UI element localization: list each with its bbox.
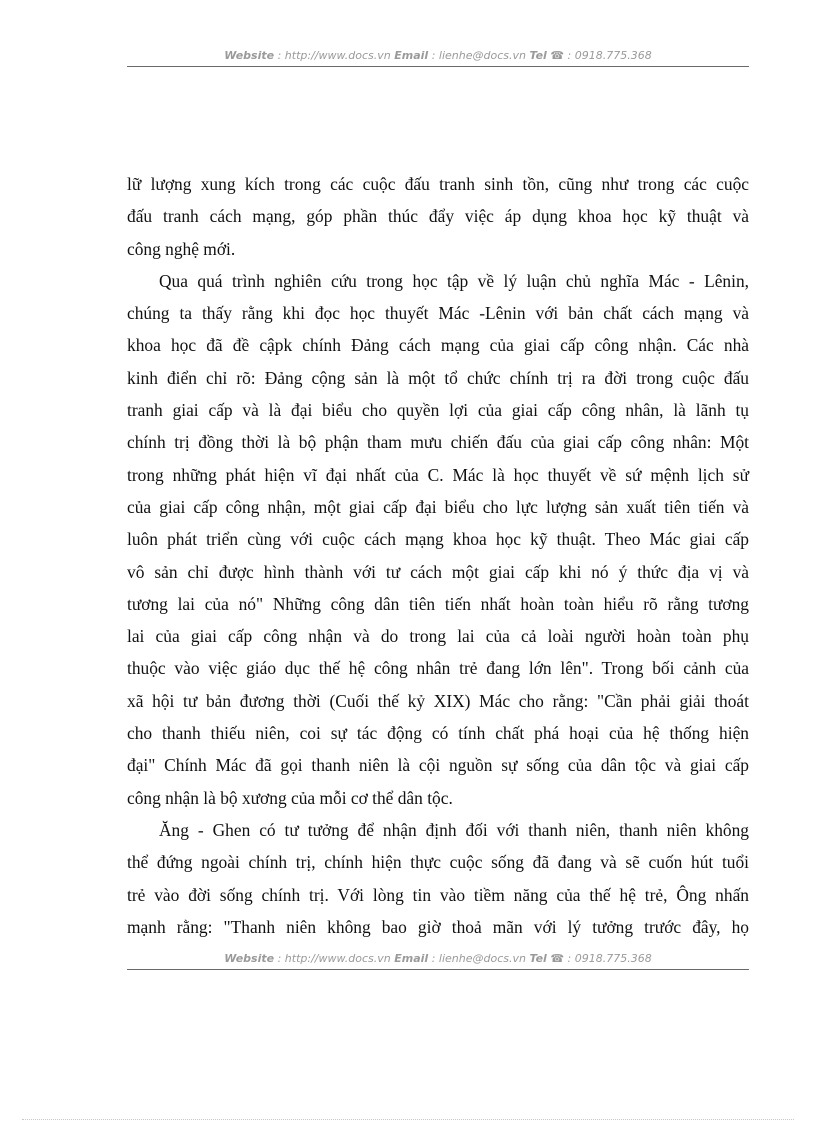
text-line: của giai cấp công nhận, một giai cấp đại biểu cho lực lượng sản xuất tiên tiến và [127, 496, 749, 517]
page-bottom-border [22, 1119, 794, 1120]
footer-tel-label: Tel [529, 952, 547, 965]
header-tel-value: : 0918.775.368 [564, 49, 652, 62]
text-line: chúng ta thấy rằng khi đọc học thuyết Mác -Lênin với bản chất cách mạng và [127, 303, 749, 324]
document-body [127, 168, 749, 943]
page-footer [127, 952, 749, 966]
text-line: lữ lượng xung kích trong các cuộc đấu tranh sinh tồn, cũng như trong các cuộc [127, 174, 749, 194]
footer-email-label: Email [394, 952, 429, 965]
page-header [127, 49, 749, 63]
text-line: xã hội tư bản đương thời (Cuối thế kỷ XIX) Mác cho rằng: "Cần phải giải thoát [127, 690, 749, 711]
text-line: khoa học đã đề cậpk chính Đảng cách mạng của giai cấp công nhận. Các nhà [127, 335, 749, 356]
text-line: Qua quá trình nghiên cứu trong học tập về lý luận chủ nghĩa Mác - Lênin, [159, 270, 749, 291]
header-website-value: : http://www.docs.vn [274, 49, 395, 62]
phone-icon: ☎ [550, 952, 565, 965]
text-line: mạnh rằng: "Thanh niên không bao giờ thoả mãn với lý tưởng trước đây, họ [127, 916, 749, 937]
phone-icon: ☎ [550, 49, 565, 62]
header-divider [127, 66, 749, 67]
text-line: trong những phát hiện vĩ đại nhất của C. Mác là học thuyết về sứ mệnh lịch sử [127, 464, 749, 485]
text-line: công nhận là bộ xương của mỗi cơ thể dân tộc. [127, 787, 453, 808]
text-line: luôn phát triển cùng với cuộc cách mạng khoa học kỹ thuật. Theo Mác giai cấp [127, 529, 749, 550]
text-line: đấu tranh cách mạng, góp phần thúc đẩy việc áp dụng khoa học kỹ thuật và [127, 206, 749, 227]
text-line: thể đứng ngoài chính trị, chính hiện thực cuộc sống đã đang và sẽ cuốn hút tuổi [127, 852, 749, 873]
text-line: tranh giai cấp và là đại biểu cho quyền lợi của giai cấp công nhân, là lãnh tụ [127, 400, 749, 421]
text-line: cho thanh thiếu niên, coi sự tác động có tính chất phá hoại của hệ thống hiện [127, 723, 749, 744]
footer-email-value: : lienhe@docs.vn [428, 952, 530, 965]
text-line: đại" Chính Mác đã gọi thanh niên là cội nguồn sự sống của dân tộc và giai cấp [127, 755, 749, 776]
text-line: tương lai của nó" Những công dân tiên tiến nhất hoàn toàn hiểu rõ rằng tương [127, 593, 749, 614]
header-email-value: : lienhe@docs.vn [428, 49, 530, 62]
header-email-label: Email [394, 49, 429, 62]
text-line: vô sản chỉ được hình thành với tư cách một giai cấp khi nó ý thức địa vị và [127, 561, 749, 582]
footer-tel-value: : 0918.775.368 [564, 952, 652, 965]
footer-website-label: Website [224, 952, 275, 965]
footer-website-value: : http://www.docs.vn [274, 952, 395, 965]
text-line: công nghệ mới. [127, 238, 236, 259]
text-line: thuộc vào việc giáo dục thế hệ công nhân trẻ đang lớn lên". Trong bối cảnh của [127, 658, 749, 679]
footer-divider [127, 969, 749, 970]
header-tel-label: Tel [529, 49, 547, 62]
header-website-label: Website [224, 49, 275, 62]
text-line: lai của giai cấp công nhận và do trong lai của cả loài người hoàn toàn phụ [127, 626, 749, 647]
text-line: kinh điển chỉ rõ: Đảng cộng sản là một tổ chức chính trị ra đời trong cuộc đấu [127, 367, 749, 388]
text-line: trẻ vào đời sống chính trị. Với lòng tin vào tiềm năng của thế hệ trẻ, Ông nhấn [127, 884, 749, 905]
text-line: chính trị đồng thời là bộ phận tham mưu chiến đấu của giai cấp công nhân: Một [127, 432, 749, 453]
text-line: Ăng - Ghen có tư tưởng để nhận định đối với thanh niên, thanh niên không [159, 819, 749, 840]
